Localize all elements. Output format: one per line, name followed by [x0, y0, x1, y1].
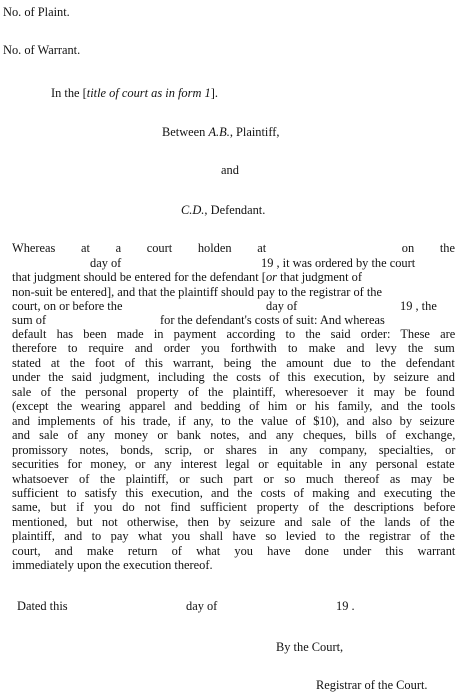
body-line: and sale of any money or bank notes, and any cheques, bills of exchange, [12, 428, 456, 443]
body-line: stated at the foot of this warrant, being the amount due to the defendant [12, 355, 455, 370]
body-line: default has been made in payment according to the said order: These are [12, 327, 456, 341]
year-label: 19 . [336, 599, 355, 613]
body-line: immediately upon the execution thereof. [12, 558, 213, 573]
body-line-5c: 19 , the [400, 299, 437, 313]
defendant-role: , Defendant. [204, 203, 266, 217]
body-word: the [439, 241, 455, 255]
body-line-3 [12, 270, 362, 284]
body-line: (except the wearing apparel and bedding of him or his family, and the tools [12, 399, 456, 414]
body-line: same, but if you do not find sufficient property of the descriptions before [12, 500, 456, 515]
body-line: under the said judgment, including the costs of this execution, by seizure and [12, 370, 455, 385]
body-line: mentioned, but not otherwise, then by seizure and sale of the lands of the [12, 514, 455, 529]
body-line: therefore to require and order you forthwith to make and levy the sum [12, 341, 455, 356]
body-line-4: non-suit be entered], and that the plaintiff should pay to the registrar of the [12, 285, 383, 299]
body-word: on [401, 241, 415, 255]
defendant-name: C.D. [181, 203, 205, 217]
body-word: court [146, 241, 173, 255]
body-line-6a: sum of [12, 313, 47, 327]
body-line-3c: that judgment of [276, 270, 362, 284]
body-line-3b: or [265, 270, 277, 284]
body-line: and implements of his trade, if any, to the value of $10), and also by seizure [12, 413, 455, 428]
body-line: plaintiff, and to pay what you shall have so levied to the registrar of the [12, 529, 455, 544]
body-line-3a: that judgment should be entered for the defendant [ [12, 270, 266, 284]
by-court-label: By the Court, [276, 640, 344, 654]
body-line: promissory notes, bonds, scrip, or shares in any company, specialties, or [12, 442, 456, 457]
body-line-2b: 19 , it was ordered by the court [261, 256, 416, 270]
body-line: court, and make return of what you have done under this warrant [12, 543, 456, 558]
and-line: and [221, 163, 239, 177]
court-line [51, 86, 218, 100]
day-of-label: day of [186, 599, 218, 613]
court-title: title of court as in form 1 [86, 86, 211, 100]
warrant-number-label: No. of Warrant. [3, 43, 81, 57]
body-word: a [115, 241, 122, 255]
body-line-2a: day of [90, 256, 122, 270]
body-word: holden [197, 241, 232, 255]
between-line [162, 125, 280, 139]
body-line: whatsoever of the plaintiff, or such part or so much thereof as may be [12, 471, 455, 486]
body-line: securities for money, or any interest legal or equitable in any personal estate [12, 457, 455, 472]
plaint-number-label: No. of Plaint. [3, 5, 70, 19]
body-word: at [80, 241, 90, 255]
body-line: sale of the personal property of the plaintiff, wheresoever it may be found [12, 384, 455, 399]
plaintiff-name: A.B. [208, 125, 230, 139]
body-line-5a: court, on or before the [12, 299, 123, 313]
plaintiff-role: , Plaintiff, [229, 125, 280, 139]
court-suffix: ]. [210, 86, 218, 100]
defendant-line [181, 203, 265, 217]
body-word: Whereas [12, 241, 56, 255]
body-line-5b: day of [266, 299, 298, 313]
body-line: sufficient to satisfy this execution, and the costs of making and executing the [12, 485, 456, 500]
body-line-6b: for the defendant's costs of suit: And whereas [160, 313, 385, 327]
dated-label: Dated this [17, 599, 68, 613]
court-prefix: In the [ [51, 86, 87, 100]
between-word: Between [162, 125, 206, 139]
body-line-1 [12, 241, 455, 255]
registrar-label: Registrar of the Court. [316, 678, 428, 692]
body-word: at [257, 241, 267, 255]
